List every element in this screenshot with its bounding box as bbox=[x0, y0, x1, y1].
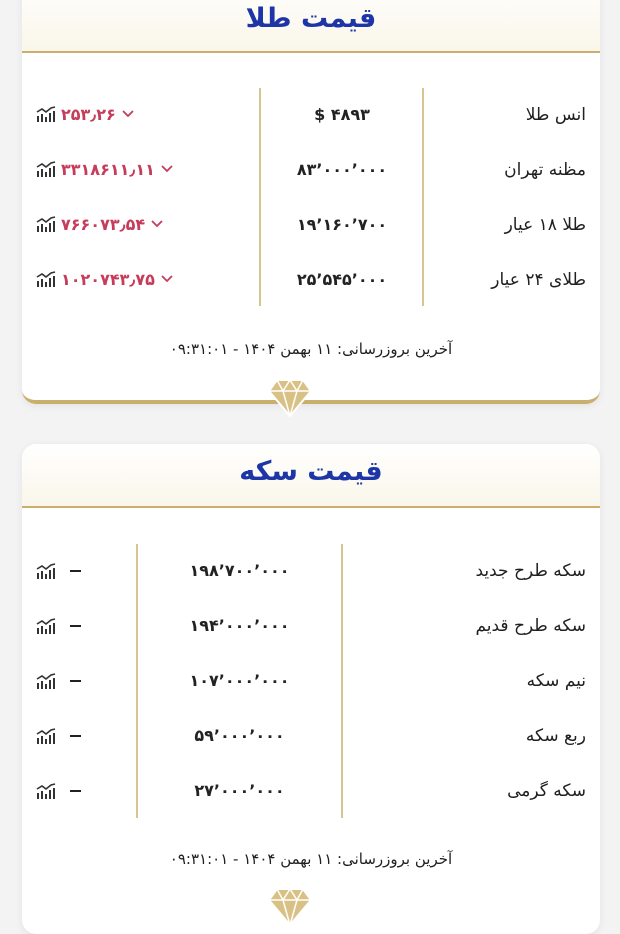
chart-icon[interactable] bbox=[36, 618, 56, 634]
diamond-icon bbox=[268, 377, 312, 417]
coin-row-change[interactable] bbox=[36, 670, 81, 692]
coin-row-name: سکه طرح قدیم bbox=[475, 616, 586, 636]
gold-row-change[interactable] bbox=[36, 213, 163, 235]
gold-card-title: قیمت طلا bbox=[245, 3, 377, 34]
chart-icon[interactable] bbox=[36, 783, 56, 799]
column-divider bbox=[422, 88, 424, 306]
gold-row-name: طلای ۲۴ عیار bbox=[491, 270, 586, 290]
no-change-dash bbox=[70, 570, 81, 572]
coin-row-name: نیم سکه bbox=[526, 671, 586, 691]
no-change-dash bbox=[70, 625, 81, 627]
coin-row-name: سکه گرمی bbox=[507, 781, 586, 801]
gold-row-price: ۸۳٬۰۰۰٬۰۰۰ bbox=[296, 160, 388, 179]
no-change-dash bbox=[70, 680, 81, 682]
diamond-icon bbox=[268, 886, 312, 926]
chevron-down-icon bbox=[122, 110, 134, 118]
coin-row-price: ۱۰۷٬۰۰۰٬۰۰۰ bbox=[189, 671, 290, 690]
change-value: ۷۶۶۰۷۳٫۵۴ bbox=[61, 214, 146, 234]
chart-icon[interactable] bbox=[36, 216, 56, 232]
gold-row-name: انس طلا bbox=[525, 105, 586, 125]
chevron-down-icon bbox=[161, 165, 173, 173]
chart-icon[interactable] bbox=[36, 106, 56, 122]
coin-row-change[interactable] bbox=[36, 615, 81, 637]
change-value: ۱۰۲۰۷۴۳٫۷۵ bbox=[61, 269, 155, 289]
last-update-text: آخرین بروزرسانی: ۱۱ بهمن ۱۴۰۴ - ۰۹:۳۱:۰۱ bbox=[169, 340, 453, 358]
no-change-dash bbox=[70, 790, 81, 792]
gold-card-header bbox=[22, 0, 600, 53]
chart-icon[interactable] bbox=[36, 271, 56, 287]
chart-icon[interactable] bbox=[36, 161, 56, 177]
gold-row-price: $ ۴۸۹۳ bbox=[314, 105, 370, 124]
no-change-dash bbox=[70, 735, 81, 737]
chart-icon[interactable] bbox=[36, 563, 56, 579]
coin-row-price: ۲۷٬۰۰۰٬۰۰۰ bbox=[194, 781, 285, 800]
gold-row-change[interactable] bbox=[36, 103, 134, 125]
column-divider bbox=[136, 544, 138, 818]
change-value: ۳۳۱۸۶۱۱٫۱۱ bbox=[61, 159, 155, 179]
chevron-down-icon bbox=[151, 220, 163, 228]
gold-price-card bbox=[22, 0, 600, 404]
coin-card-header bbox=[22, 444, 600, 508]
chevron-down-icon bbox=[161, 275, 173, 283]
coin-row-price: ۵۹٬۰۰۰٬۰۰۰ bbox=[194, 726, 285, 745]
gold-row-name: طلا ۱۸ عیار bbox=[504, 215, 586, 235]
gold-row-change[interactable] bbox=[36, 268, 173, 290]
coin-row-name: سکه طرح جدید bbox=[475, 561, 586, 581]
chart-icon[interactable] bbox=[36, 728, 56, 744]
coin-row-change[interactable] bbox=[36, 560, 81, 582]
coin-row-name: ربع سکه bbox=[525, 726, 586, 746]
column-divider bbox=[259, 88, 261, 306]
column-divider bbox=[341, 544, 343, 818]
gold-row-change[interactable] bbox=[36, 158, 173, 180]
gold-row-price: ۲۵٬۵۴۵٬۰۰۰ bbox=[296, 270, 388, 289]
gold-row-price: ۱۹٬۱۶۰٬۷۰۰ bbox=[296, 215, 388, 234]
coin-row-price: ۱۹۸٬۷۰۰٬۰۰۰ bbox=[189, 561, 290, 580]
change-value: ۲۵۳٫۲۶ bbox=[61, 104, 116, 124]
coin-row-change[interactable] bbox=[36, 725, 81, 747]
last-update-text: آخرین بروزرسانی: ۱۱ بهمن ۱۴۰۴ - ۰۹:۳۱:۰۱ bbox=[169, 850, 453, 868]
coin-row-change[interactable] bbox=[36, 780, 81, 802]
coin-card-title: قیمت سکه bbox=[239, 456, 383, 487]
gold-row-name: مظنه تهران bbox=[504, 160, 586, 180]
coin-row-price: ۱۹۴٬۰۰۰٬۰۰۰ bbox=[189, 616, 290, 635]
coin-price-card bbox=[22, 444, 600, 934]
chart-icon[interactable] bbox=[36, 673, 56, 689]
